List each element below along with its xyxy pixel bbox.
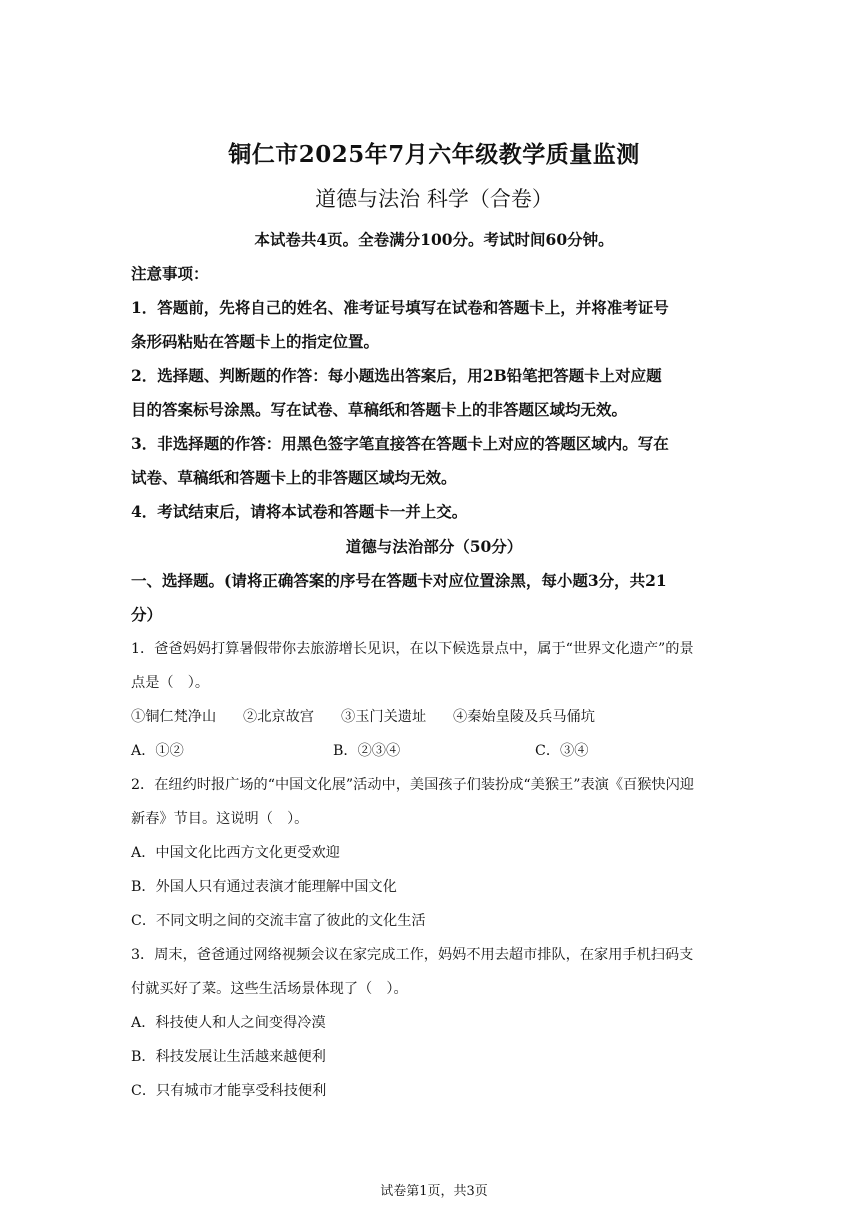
exam-subtitle: 道德与法治 科学（合卷） [315, 187, 553, 211]
page-footer: 试卷第1页，共3页 [380, 1184, 488, 1199]
question-2-stem: 新春》节目。这说明（ ）。 [131, 811, 309, 827]
answer-option: C．不同文明之间的交流丰富了彼此的文化生活 [131, 913, 426, 929]
question-3-stem: 付就买好了菜。这些生活场景体现了（ ）。 [131, 981, 408, 997]
answer-option: A．科技使人和人之间变得冷漠 [131, 1015, 326, 1031]
notice-line: 4．考试结束后，请将本试卷和答题卡一并上交。 [131, 502, 468, 521]
answer-option: C．③④ [535, 743, 589, 759]
question-3-stem: 3．周末，爸爸通过网络视频会议在家完成工作，妈妈不用去超市排队，在家用手机扫码支 [131, 947, 694, 963]
section-instruction: 分） [131, 605, 163, 624]
question-2-stem: 2．在纽约时报广场的“中国文化展”活动中，美国孩子们装扮成“美猴王”表演《百猴快闪迎 [131, 777, 694, 793]
question-1-stem: 1．爸爸妈妈打算暑假带你去旅游增长见识，在以下候选景点中，属于“世界文化遗产”的景 [131, 641, 694, 657]
list-item: ②北京故宫 [243, 709, 314, 725]
answer-option: B．外国人只有通过表演才能理解中国文化 [131, 879, 397, 895]
answer-option: A．中国文化比西方文化更受欢迎 [131, 845, 340, 861]
question-1-stem: 点是（ ）。 [131, 675, 210, 691]
notice-line: 1．答题前，先将自己的姓名、准考证号填写在试卷和答题卡上，并将准考证号 [131, 298, 669, 317]
notice-line: 试卷、草稿纸和答题卡上的非答题区域均无效。 [131, 468, 457, 487]
list-item: ①铜仁梵净山 [131, 709, 217, 725]
notice-line: 3．非选择题的作答：用黑色签字笔直接答在答题卡上对应的答题区域内。写在 [131, 434, 669, 453]
notice-heading: 注意事项： [131, 264, 209, 283]
list-item: ④秦始皇陵及兵马俑坑 [453, 709, 595, 725]
exam-title: 铜仁市2025年7月六年级教学质量监测 [228, 141, 640, 168]
exam-info: 本试卷共4页。全卷满分100分。考试时间60分钟。 [254, 230, 614, 249]
list-item: ③玉门关遗址 [341, 709, 427, 725]
answer-option: B．科技发展让生活越来越便利 [131, 1049, 326, 1065]
answer-option: A．①② [131, 743, 184, 759]
notice-line: 2．选择题、判断题的作答：每小题选出答案后，用2B铅笔把答题卡上对应题 [131, 366, 662, 385]
answer-option: C．只有城市才能享受科技便利 [131, 1083, 327, 1099]
section-title: 道德与法治部分（50分） [345, 537, 523, 556]
answer-option: B．②③④ [333, 743, 401, 759]
section-instruction: 一、选择题。(请将正确答案的序号在答题卡对应位置涂黑，每小题3分，共21 [131, 571, 667, 590]
notice-line: 条形码粘贴在答题卡上的指定位置。 [131, 332, 380, 351]
notice-line: 目的答案标号涂黑。写在试卷、草稿纸和答题卡上的非答题区域均无效。 [131, 400, 628, 419]
